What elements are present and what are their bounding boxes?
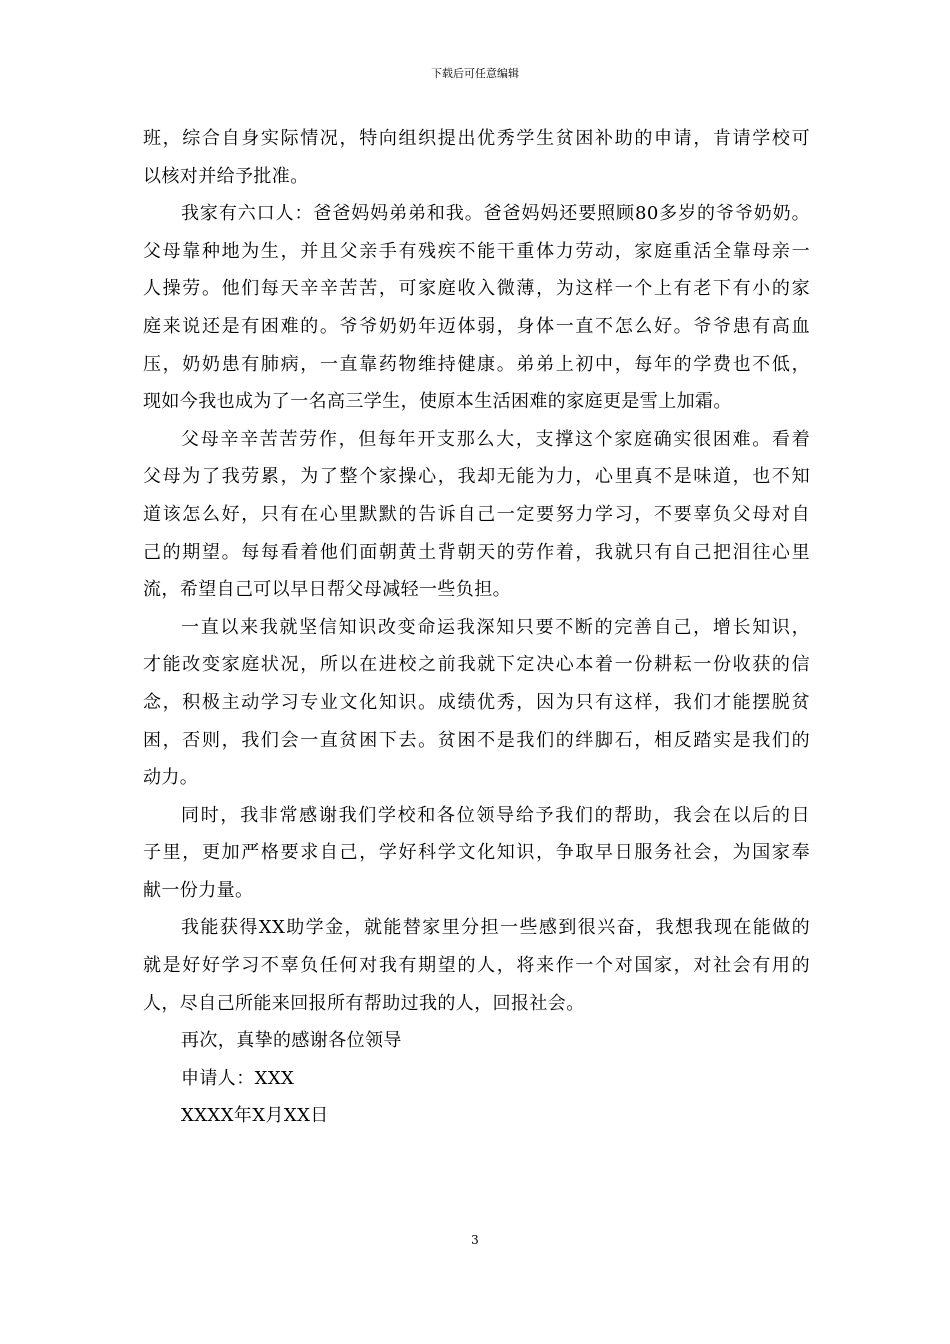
text-line: 现如今我也成为了一名高三学生，使原本生活困难的家庭更是雪上加霜。 [143,391,732,413]
document-body [143,120,810,1135]
text-line: 动力。 [143,767,199,789]
text-line: 念，积极主动学习专业文化知识。成绩优秀，因为只有这样，我们才能摆脱贫 [143,691,810,713]
text-line: 道该怎么好，只有在心里默默的告诉自己一定要努力学习，不要辜负父母对自 [143,503,810,525]
text-line: 父母辛辛苦苦劳作，但每年开支那么大，支撑这个家庭确实很困难。看着 [181,428,810,450]
text-line: 以核对并给予批准。 [143,165,309,187]
text-line: 我能获得XX助学金，就能替家里分担一些感到很兴奋，我想我现在能做的 [181,917,810,939]
text-line: 申请人：XXX [181,1067,295,1089]
page-number: 3 [471,1233,479,1247]
text-line: 献一份力量。 [143,879,254,901]
text-line: 己的期望。每每看着他们面朝黄土背朝天的劳作着，我就只有自己把泪往心里 [143,541,810,563]
text-line: 班，综合自身实际情况，特向组织提出优秀学生贫困补助的申请，肯请学校可 [143,128,810,149]
text-line: 人，尽自己所能来回报所有帮助过我的人，回报社会。 [143,992,585,1014]
text-line: 父母靠种地为生，并且父亲手有残疾不能干重体力劳动，家庭重活全靠母亲一 [143,240,810,262]
text-line: 我家有六口人：爸爸妈妈弟弟和我。爸爸妈妈还要照顾80多岁的爷爷奶奶。 [181,203,810,225]
text-line: XXXX年X月XX日 [181,1105,329,1127]
text-line: 一直以来我就坚信知识改变命运我深知只要不断的完善自己，增长知识， [181,616,810,638]
page-header: 下载后可任意编辑 [431,67,519,80]
text-line: 就是好好学习不辜负任何对我有期望的人，将来作一个对国家，对社会有用的 [143,955,810,977]
text-line: 流，希望自己可以早日帮父母减轻一些负担。 [143,579,511,601]
text-line: 父母为了我劳累，为了整个家操心，我却无能为力，心里真不是味道，也不知 [143,466,810,488]
text-line: 困，否则，我们会一直贫困下去。贫困不是我们的绊脚石，相反踏实是我们的 [143,729,810,751]
text-line: 人操劳。他们每天辛辛苦苦，可家庭收入微薄，为这样一个上有老下有小的家 [143,278,810,300]
text-line: 再次，真挚的感谢各位领导 [181,1030,402,1052]
text-line: 压，奶奶患有肺病，一直靠药物维持健康。弟弟上初中，每年的学费也不低， [143,353,810,375]
text-line: 才能改变家庭状况，所以在进校之前我就下定决心本着一份耕耘一份收获的信 [143,654,810,676]
text-line: 子里，更加严格要求自己，学好科学文化知识，争取早日服务社会，为国家奉 [143,842,810,864]
text-line: 庭来说还是有困难的。爷爷奶奶年迈体弱，身体一直不怎么好。爷爷患有高血 [143,315,810,337]
text-line: 同时，我非常感谢我们学校和各位领导给予我们的帮助，我会在以后的日 [181,804,810,826]
